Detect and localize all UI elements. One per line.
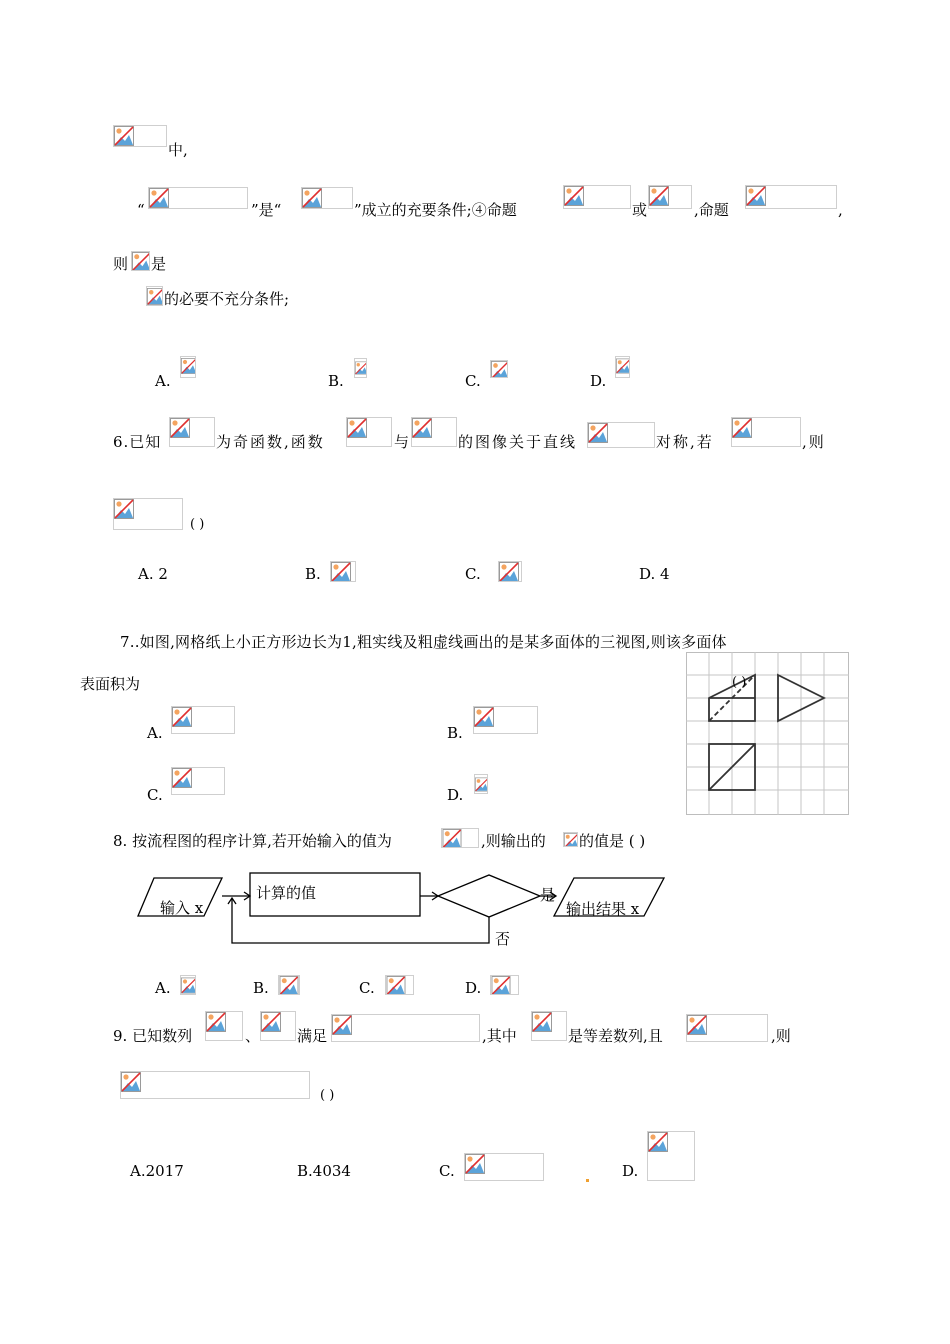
flow-calc-text: 计算的值 — [256, 884, 317, 902]
q9-option-a: A.2017 — [130, 1162, 184, 1180]
q8-text: 8. 按流程图的程序计算,若开始输入的值为 — [113, 832, 392, 850]
q5-line3-text: 则 — [113, 255, 129, 273]
q8-option-c: C. — [359, 979, 375, 997]
q5-option-d: D. — [590, 372, 607, 390]
q5-line2-text: 或 — [632, 201, 648, 219]
q6-option-d: D. 4 — [639, 565, 670, 583]
q5-line1-text: 中, — [168, 141, 188, 159]
math-image-q6-5 — [731, 417, 801, 447]
q8-option-d: D. — [465, 979, 482, 997]
math-image-q8-opt-b — [278, 975, 300, 995]
q6-text: 与 — [394, 433, 410, 451]
math-image-q9-4 — [531, 1011, 567, 1041]
q6-text: ,则 — [802, 433, 826, 451]
math-image-q7-opt-c — [171, 767, 225, 795]
q9-text: ,则 — [771, 1027, 791, 1045]
q8-text: ,则输出的 — [481, 832, 546, 850]
q6-option-b: B. — [305, 565, 321, 583]
math-image-q5-5 — [648, 185, 692, 209]
math-image-q5-3 — [301, 187, 353, 209]
q5-line2-text: ”成立的充要条件;④命题 — [354, 201, 517, 219]
q8-text: 的值是 ( ) — [579, 832, 646, 850]
math-image-q9-opt-c — [464, 1153, 544, 1181]
math-image-q9-opt-d — [647, 1131, 695, 1181]
three-view-grid-figure — [686, 652, 849, 815]
q5-line3-text: 是 — [151, 255, 167, 273]
math-image-q7-opt-d — [474, 774, 488, 794]
flow-yes-text: 是 — [540, 886, 556, 904]
q9-text: 、 — [245, 1027, 261, 1045]
math-image-q6-3 — [411, 417, 457, 447]
q7-option-d: D. — [447, 786, 464, 804]
q9-option-c: C. — [439, 1162, 455, 1180]
flow-output-text: 输出结果 x — [566, 900, 640, 918]
q7-option-a: A. — [147, 724, 163, 742]
q7-option-b: B. — [447, 724, 463, 742]
math-image-q6-1 — [169, 417, 215, 447]
q9-option-b: B.4034 — [297, 1162, 351, 1180]
math-image-q6-6 — [113, 498, 183, 530]
q9-text: 满足 — [297, 1027, 328, 1045]
q5-line2-text: , — [838, 201, 843, 219]
math-image-q5-7 — [131, 251, 150, 271]
q9-option-d: D. — [622, 1162, 639, 1180]
q6-option-a: A. 2 — [138, 565, 168, 583]
q5-line2-text: “ — [137, 201, 145, 219]
figure-paren: ( ) — [732, 675, 747, 690]
math-image-q9-6 — [120, 1071, 310, 1099]
q6-text: 对称,若 — [656, 433, 714, 451]
math-image-q5-1 — [113, 125, 167, 147]
math-image-q5-opt-b — [354, 358, 367, 378]
q5-option-b: B. — [328, 372, 344, 390]
math-image-q8-2 — [563, 832, 578, 847]
decorative-dot — [586, 1179, 589, 1182]
math-image-q9-3 — [331, 1014, 480, 1042]
math-image-q8-opt-c — [385, 975, 414, 995]
q9-text: ,其中 — [482, 1027, 517, 1045]
q6-text: 为奇函数,函数 — [216, 433, 325, 451]
math-image-q8-opt-d — [490, 975, 519, 995]
math-image-q6-opt-c — [498, 561, 522, 582]
q6-option-c: C. — [465, 565, 481, 583]
math-image-q9-1 — [205, 1011, 243, 1041]
math-image-q5-opt-a — [180, 356, 196, 378]
math-image-q9-2 — [260, 1011, 296, 1041]
math-image-q5-6 — [745, 185, 837, 209]
math-image-q5-opt-c — [490, 360, 508, 378]
q5-line2-text: ,命题 — [694, 201, 729, 219]
q5-line4-text: 的必要不充分条件; — [164, 290, 290, 308]
math-image-q7-opt-a — [171, 706, 235, 734]
flow-decision-diamond — [438, 875, 540, 917]
math-image-q8-1 — [441, 828, 479, 848]
flow-input-text: 输入 x — [160, 899, 204, 917]
math-image-q6-4 — [587, 422, 655, 448]
q7-option-c: C. — [147, 786, 163, 804]
math-image-q8-opt-a — [180, 975, 196, 995]
math-image-q5-8 — [146, 286, 163, 306]
q8-option-b: B. — [253, 979, 269, 997]
q8-option-a: A. — [155, 979, 171, 997]
math-image-q6-2 — [346, 417, 392, 447]
q7-line2: 表面积为 — [80, 675, 141, 693]
math-image-q7-opt-b — [473, 706, 538, 734]
q6-text: 6.已知 — [113, 433, 162, 451]
q9-text: 9. 已知数列 — [113, 1027, 193, 1045]
q7-line1: 7..如图,网格纸上小正方形边长为1,粗实线及粗虚线画出的是某多面体的三视图,则该多面体 — [120, 633, 727, 651]
math-image-q9-5 — [686, 1014, 768, 1042]
math-image-q5-4 — [563, 185, 631, 209]
q5-option-a: A. — [155, 372, 171, 390]
q5-line2-text: ”是“ — [251, 201, 282, 219]
flowchart — [134, 870, 674, 950]
q9-text: 是等差数列,且 — [568, 1027, 663, 1045]
q5-option-c: C. — [465, 372, 481, 390]
math-image-q5-opt-d — [615, 356, 630, 378]
flow-no-text: 否 — [495, 930, 511, 948]
math-image-q5-2 — [148, 187, 248, 209]
q9-paren: ( ) — [320, 1088, 335, 1103]
math-image-q6-opt-b — [330, 561, 356, 582]
q6-paren: ( ) — [190, 517, 205, 532]
q6-text: 的图像关于直线 — [458, 433, 578, 451]
